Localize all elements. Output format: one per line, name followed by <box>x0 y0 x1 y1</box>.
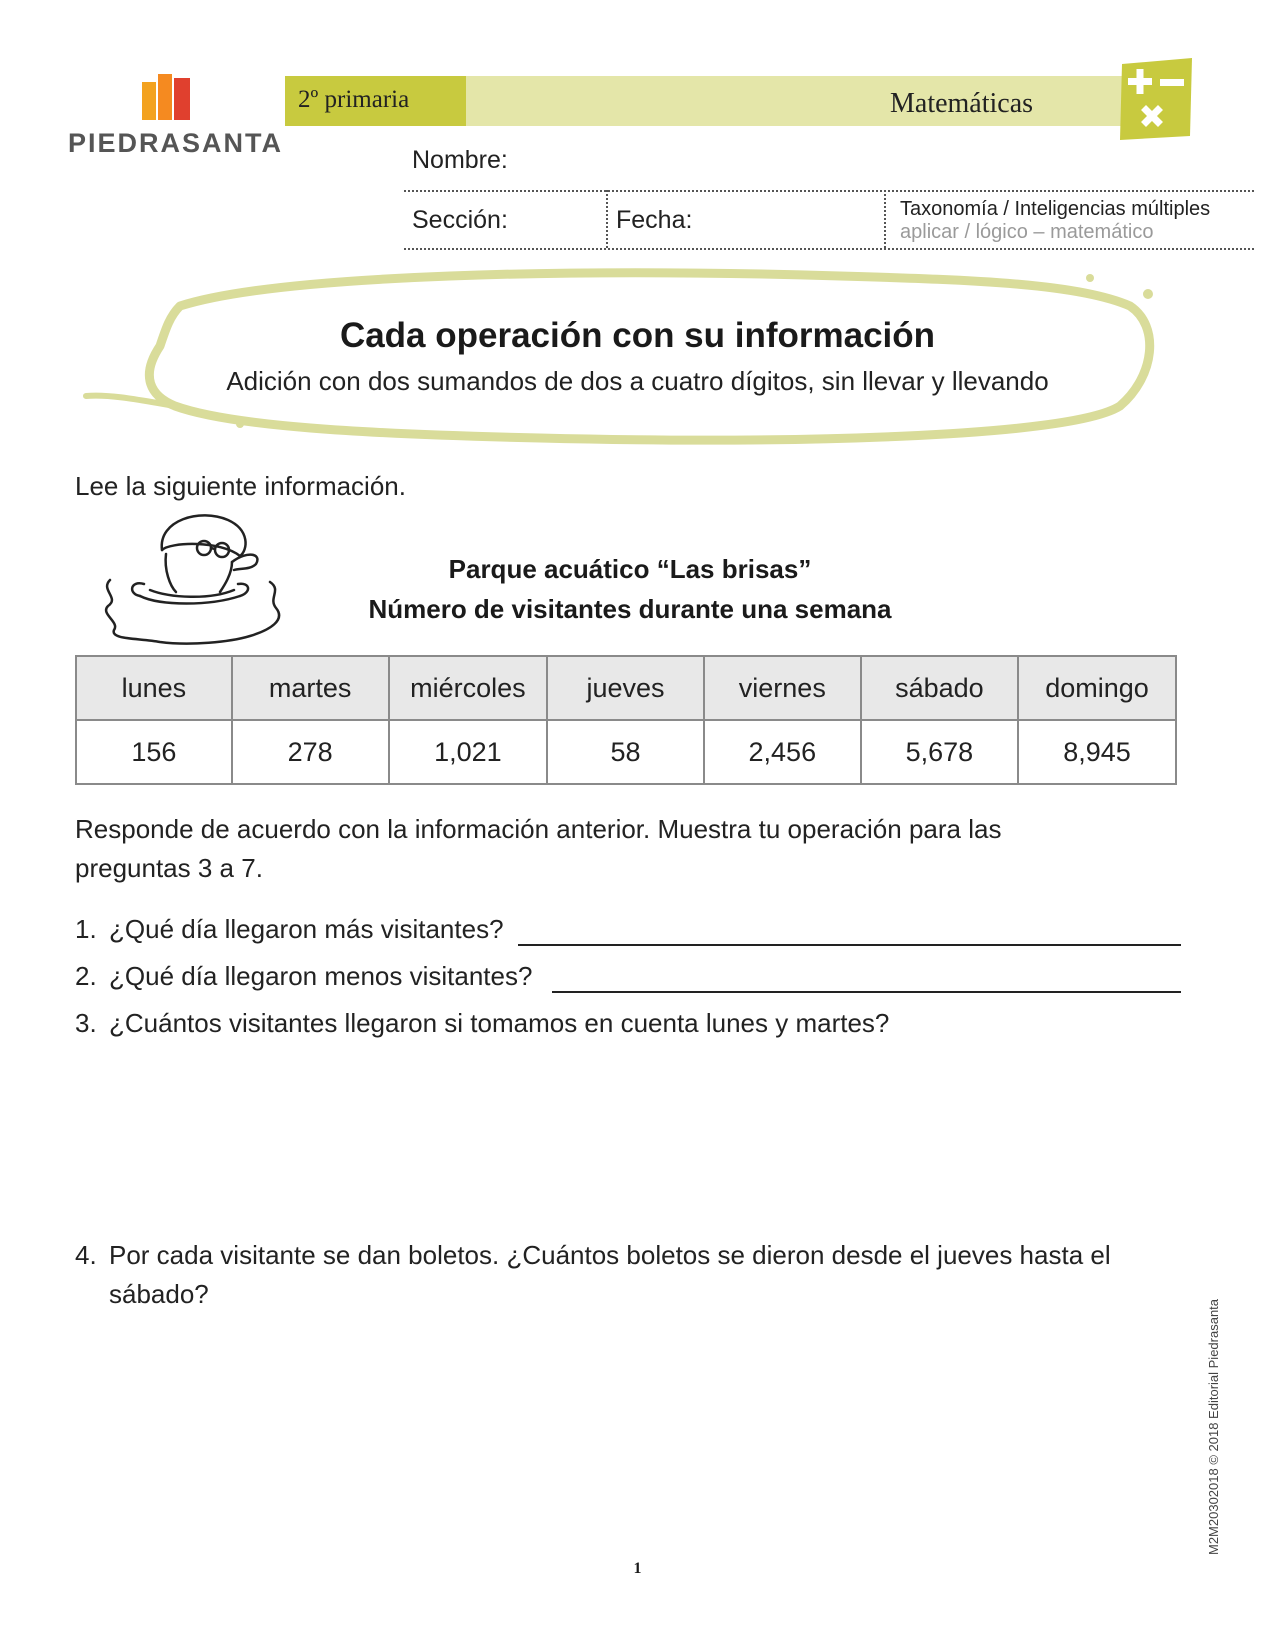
seccion-label: Sección: <box>412 206 508 234</box>
question-text: Por cada visitante se dan boletos. ¿Cuántos boletos se dieron desde el jueves hasta el sábado? <box>109 1240 1111 1309</box>
math-operations-icon <box>1116 56 1196 142</box>
table-header-cell: miércoles <box>389 656 548 720</box>
question-number: 4. <box>75 1240 97 1270</box>
question-4 <box>75 1236 1185 1314</box>
piedrasanta-logo-icon <box>138 72 198 122</box>
question-number: 1. <box>75 914 97 944</box>
table-row <box>76 720 1176 784</box>
table-header-cell: jueves <box>547 656 704 720</box>
instructions-text: Responde de acuerdo con la información anterior. Muestra tu operación para las preguntas 3 a 7. <box>75 814 1002 883</box>
table-cell: 1,021 <box>389 720 548 784</box>
question-text: ¿Qué día llegaron más visitantes? <box>109 914 504 944</box>
answer-line-2[interactable] <box>552 991 1181 993</box>
answer-line-1[interactable] <box>518 944 1181 946</box>
table-header-cell: domingo <box>1018 656 1176 720</box>
nombre-label: Nombre: <box>412 146 508 174</box>
worksheet-subtitle: Adición con dos sumandos de dos a cuatro dígitos, sin llevar y llevando <box>226 366 1049 396</box>
question-number: 2. <box>75 961 97 991</box>
swimmer-illustration <box>100 510 290 650</box>
table-title-line1: Parque acuático “Las brisas” <box>448 554 812 584</box>
table-cell: 8,945 <box>1018 720 1176 784</box>
logo-text: PIEDRASANTA <box>68 128 284 158</box>
visitors-table <box>75 655 1177 785</box>
taxonomy-title: Taxonomía / Inteligencias múltiples <box>900 198 1211 220</box>
table-cell: 58 <box>547 720 704 784</box>
copyright-text: M2M20302018 © 2018 Editorial Piedrasanta <box>1206 1298 1221 1555</box>
question-text: ¿Qué día llegaron menos visitantes? <box>109 961 533 991</box>
table-cell: 5,678 <box>861 720 1018 784</box>
divider-line <box>606 190 608 248</box>
divider-line <box>404 190 1254 192</box>
table-header-cell: lunes <box>76 656 232 720</box>
fecha-label: Fecha: <box>616 206 693 234</box>
table-cell: 278 <box>232 720 389 784</box>
divider-line <box>884 190 886 248</box>
table-header-cell: martes <box>232 656 389 720</box>
table-title-line2: Número de visitantes durante una semana <box>368 594 892 624</box>
subject-title: Matemáticas <box>890 88 1034 119</box>
divider-line <box>404 248 1254 250</box>
question-2 <box>75 957 532 996</box>
question-number: 3. <box>75 1008 97 1038</box>
question-1 <box>75 910 504 949</box>
intro-text: Lee la siguiente información. <box>75 471 406 501</box>
table-header-cell: viernes <box>704 656 861 720</box>
question-3 <box>75 1004 889 1043</box>
table-cell: 156 <box>76 720 232 784</box>
page-number: 1 <box>633 1560 642 1577</box>
table-header-row <box>76 656 1176 720</box>
grade-label: 2º primaria <box>298 86 410 113</box>
taxonomy-values: aplicar / lógico – matemático <box>900 221 1154 243</box>
worksheet-title: Cada operación con su información <box>339 316 936 355</box>
table-header-cell: sábado <box>861 656 1018 720</box>
title-cloud-shape <box>80 266 1210 446</box>
table-cell: 2,456 <box>704 720 861 784</box>
question-text: ¿Cuántos visitantes llegaron si tomamos en cuenta lunes y martes? <box>109 1008 890 1038</box>
